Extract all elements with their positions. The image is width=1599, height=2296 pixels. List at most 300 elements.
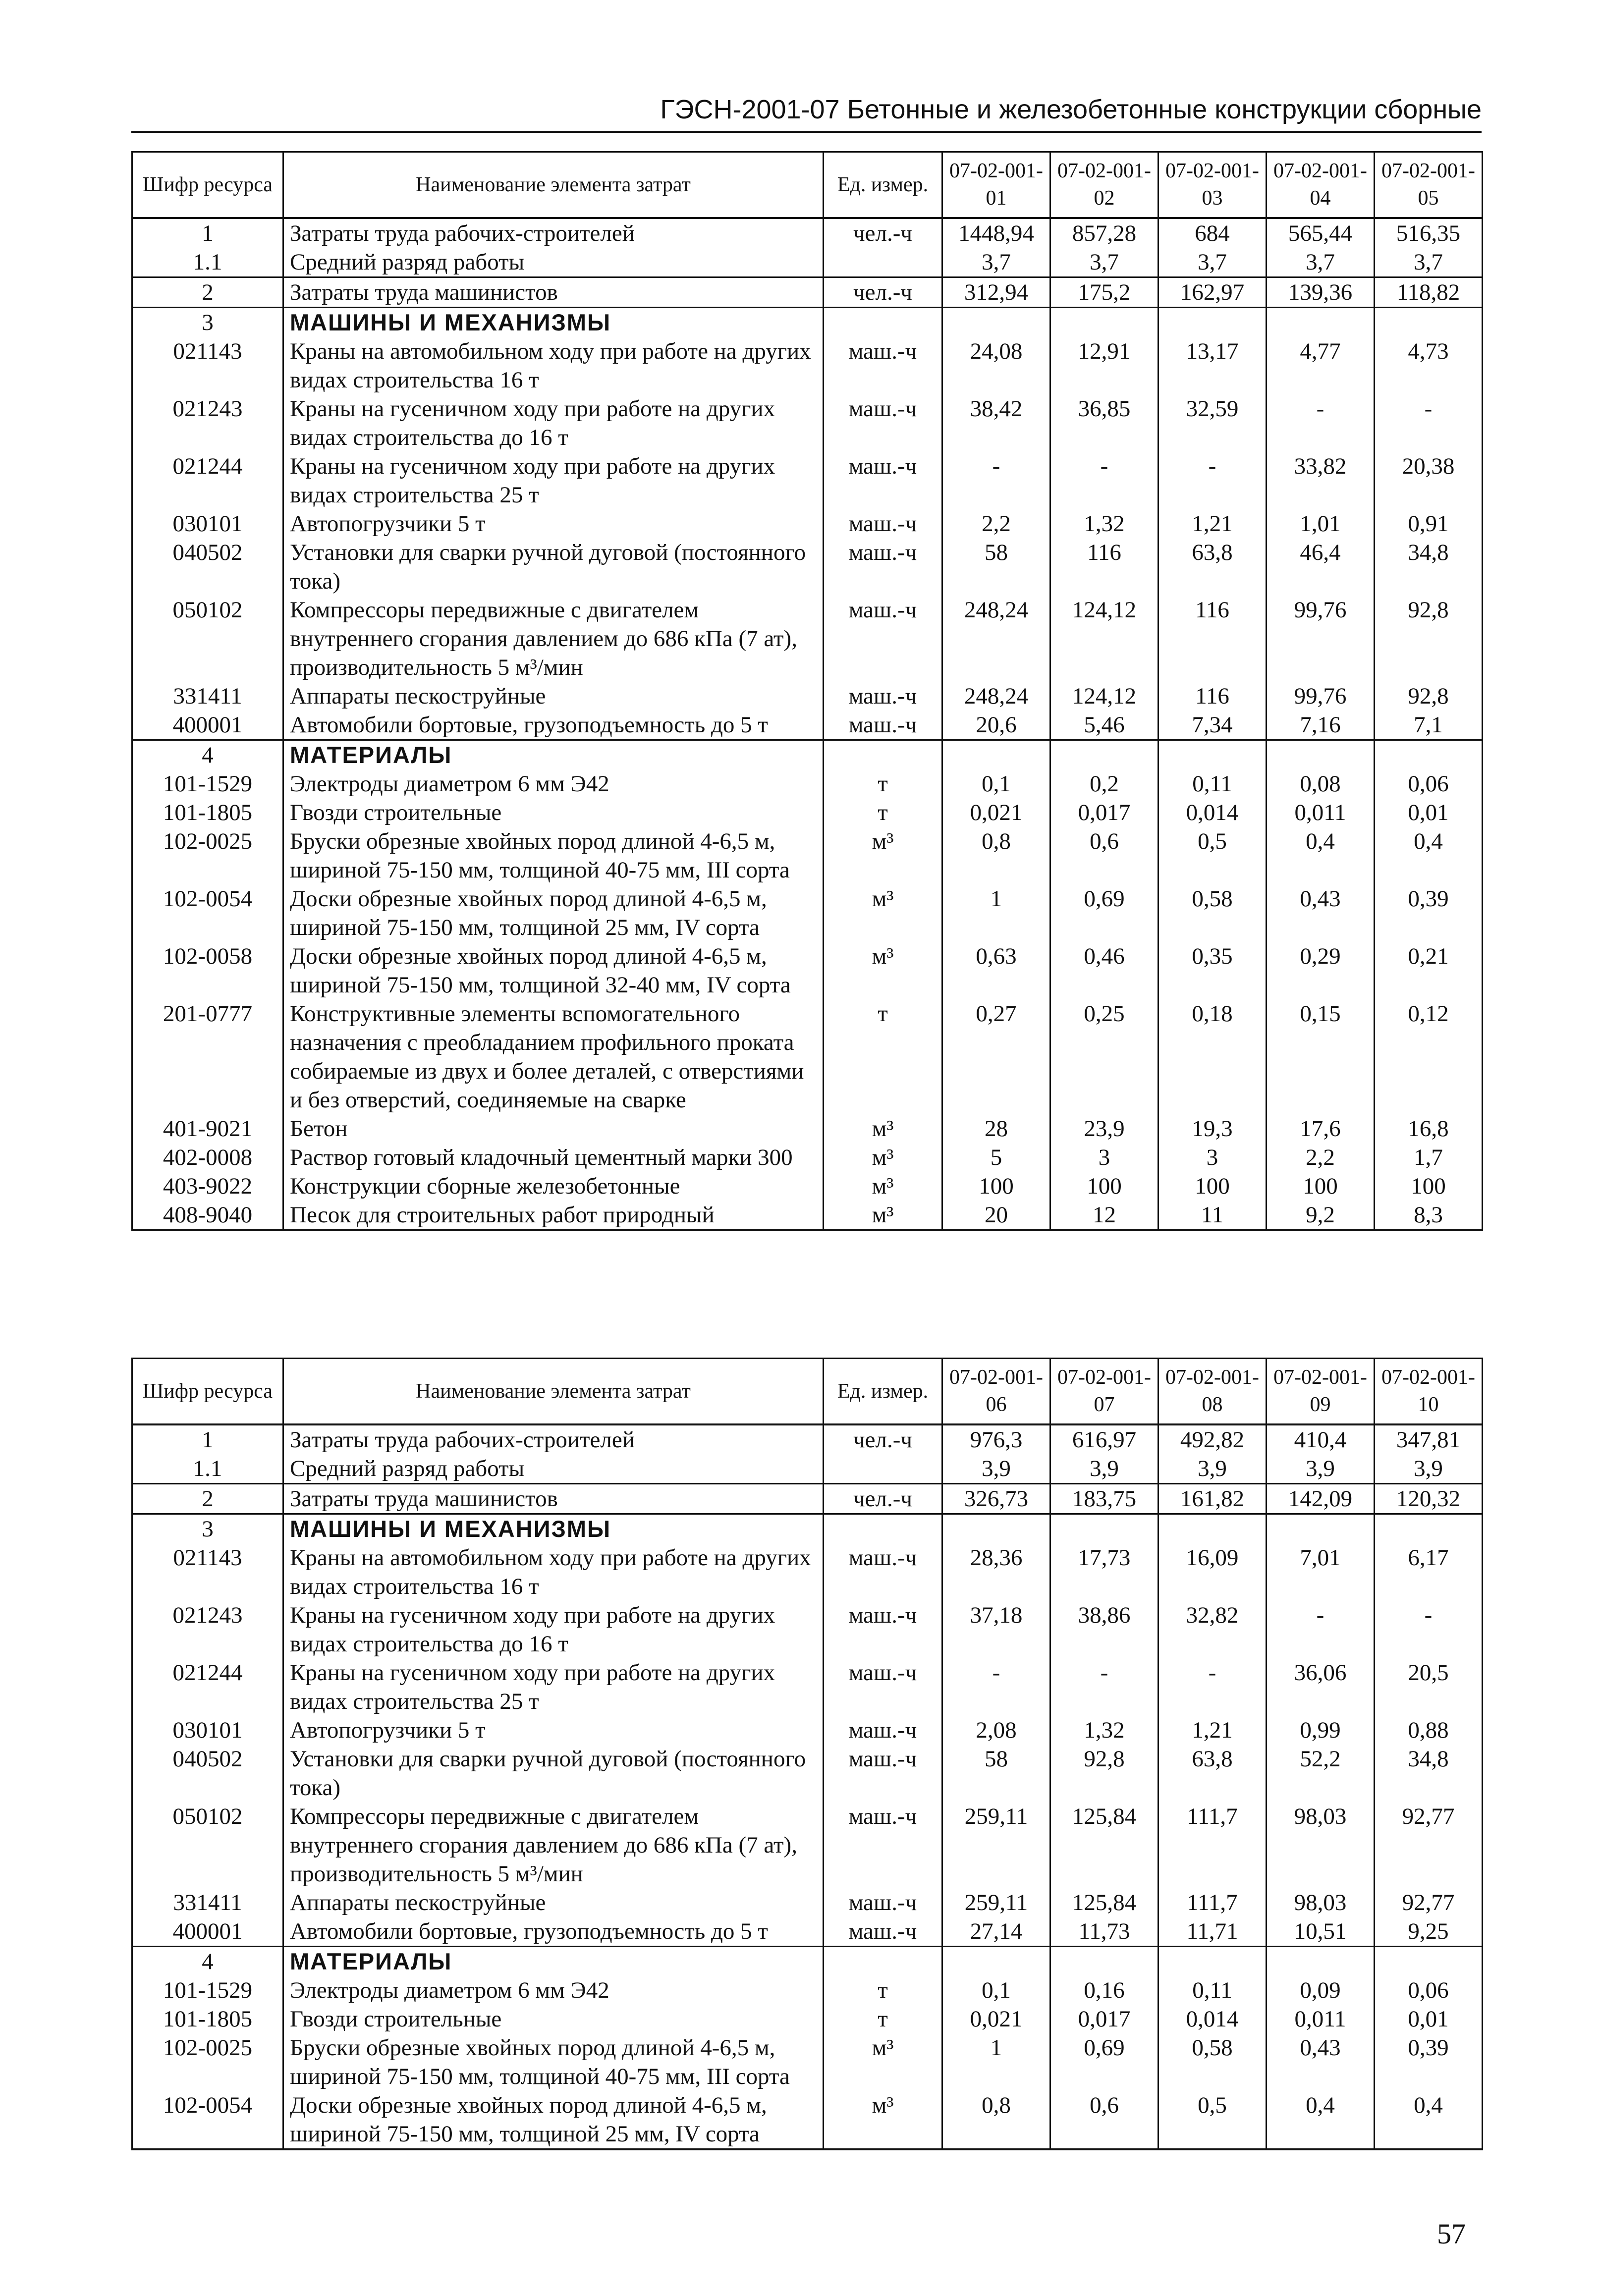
- resource-code-cell: 021243: [132, 394, 283, 452]
- table-row: [132, 1143, 1483, 1172]
- value-cell: 516,35: [1375, 218, 1483, 248]
- resource-name-cell: Краны на автомобильном ходу при работе на других видах строительства 16 т: [283, 1543, 824, 1601]
- value-cell: 0,4: [1375, 827, 1483, 884]
- resource-name-cell: Средний разряд работы: [283, 248, 824, 277]
- value-cell: 3,9: [1375, 1454, 1483, 1484]
- value-cell: 3,9: [1267, 1454, 1375, 1484]
- value-cell: 3,7: [1158, 248, 1267, 277]
- value-cell: 0,91: [1375, 509, 1483, 538]
- resource-name-cell: Доски обрезные хвойных пород длиной 4-6,5 м, шириной 75-150 мм, толщиной 25 мм, IV сорта: [283, 884, 824, 942]
- value-cell: 23,9: [1050, 1114, 1158, 1143]
- value-cell: 116: [1158, 596, 1267, 682]
- value-cell: 492,82: [1158, 1424, 1267, 1454]
- resource-name-cell: Автомобили бортовые, грузоподъемность до 5 т: [283, 711, 824, 740]
- value-cell: 3,9: [1158, 1454, 1267, 1484]
- value-cell: 58: [942, 538, 1050, 596]
- column-header-code: Шифр ресурса: [132, 152, 283, 219]
- value-cell: 7,16: [1267, 711, 1375, 740]
- value-cell: 36,85: [1050, 394, 1158, 452]
- value-cell: 5,46: [1050, 711, 1158, 740]
- value-cell: 92,77: [1375, 1888, 1483, 1917]
- value-cell: 52,2: [1267, 1745, 1375, 1802]
- table-row: [132, 1716, 1483, 1745]
- resource-table-1: [131, 151, 1483, 1231]
- value-cell: [1267, 1947, 1375, 1976]
- resource-name-cell: Конструкции сборные железобетонные: [283, 1172, 824, 1201]
- resource-code-cell: 102-0025: [132, 827, 283, 884]
- value-cell: -: [1050, 452, 1158, 509]
- value-cell: 0,01: [1375, 2005, 1483, 2033]
- resource-code-cell: 021243: [132, 1601, 283, 1658]
- value-cell: 3: [1050, 1143, 1158, 1172]
- value-cell: -: [942, 1658, 1050, 1716]
- value-cell: 183,75: [1050, 1484, 1158, 1514]
- value-cell: 139,36: [1267, 277, 1375, 308]
- unit-cell: маш.-ч: [824, 1745, 942, 1802]
- resource-code-cell: 101-1805: [132, 798, 283, 827]
- value-cell: 0,4: [1375, 2091, 1483, 2149]
- value-cell: 9,25: [1375, 1917, 1483, 1947]
- resource-code-cell: 021244: [132, 452, 283, 509]
- value-cell: [1375, 740, 1483, 770]
- value-cell: 0,18: [1158, 999, 1267, 1114]
- value-cell: [1050, 740, 1158, 770]
- value-cell: 347,81: [1375, 1424, 1483, 1454]
- value-cell: 0,11: [1158, 769, 1267, 798]
- table-row: [132, 509, 1483, 538]
- value-cell: 120,32: [1375, 1484, 1483, 1514]
- table-row: [132, 1201, 1483, 1230]
- value-cell: 38,42: [942, 394, 1050, 452]
- unit-cell: маш.-ч: [824, 1802, 942, 1888]
- value-cell: 98,03: [1267, 1888, 1375, 1917]
- value-cell: [1050, 1514, 1158, 1544]
- resource-name-cell: Установки для сварки ручной дуговой (постоянного тока): [283, 1745, 824, 1802]
- value-cell: 6,17: [1375, 1543, 1483, 1601]
- unit-cell: маш.-ч: [824, 394, 942, 452]
- unit-cell: чел.-ч: [824, 1424, 942, 1454]
- table-row: [132, 942, 1483, 999]
- resource-code-cell: 021244: [132, 1658, 283, 1716]
- value-cell: 0,16: [1050, 1976, 1158, 2005]
- resource-name-cell: Краны на гусеничном ходу при работе на других видах строительства 25 т: [283, 1658, 824, 1716]
- value-cell: 13,17: [1158, 337, 1267, 394]
- value-cell: 616,97: [1050, 1424, 1158, 1454]
- value-cell: 0,39: [1375, 2033, 1483, 2091]
- value-cell: -: [1267, 1601, 1375, 1658]
- unit-cell: маш.-ч: [824, 1888, 942, 1917]
- value-cell: 98,03: [1267, 1802, 1375, 1888]
- value-cell: 37,18: [942, 1601, 1050, 1658]
- value-cell: 32,59: [1158, 394, 1267, 452]
- value-cell: 0,69: [1050, 2033, 1158, 2091]
- value-cell: 312,94: [942, 277, 1050, 308]
- unit-cell: маш.-ч: [824, 1543, 942, 1601]
- table-body: [132, 1424, 1483, 2149]
- resource-name-cell: Компрессоры передвижные с двигателем внутреннего сгорания давлением до 686 кПа (7 ат), производительность 5 м³/мин: [283, 596, 824, 682]
- value-cell: 684: [1158, 218, 1267, 248]
- resource-name-cell: Средний разряд работы: [283, 1454, 824, 1484]
- value-cell: 175,2: [1050, 277, 1158, 308]
- value-cell: 248,24: [942, 682, 1050, 711]
- resource-code-cell: 408-9040: [132, 1201, 283, 1230]
- value-cell: [1267, 1514, 1375, 1544]
- unit-cell: м³: [824, 2091, 942, 2149]
- value-cell: 0,021: [942, 2005, 1050, 2033]
- value-cell: 19,3: [1158, 1114, 1267, 1143]
- value-cell: 116: [1158, 682, 1267, 711]
- value-cell: 3,9: [942, 1454, 1050, 1484]
- table-row: [132, 1802, 1483, 1888]
- table-header-row: [132, 152, 1483, 219]
- resource-code-cell: 040502: [132, 1745, 283, 1802]
- value-cell: 28,36: [942, 1543, 1050, 1601]
- table-row: [132, 248, 1483, 277]
- value-cell: 111,7: [1158, 1802, 1267, 1888]
- value-cell: 100: [1050, 1172, 1158, 1201]
- resource-code-cell: 040502: [132, 538, 283, 596]
- value-cell: 976,3: [942, 1424, 1050, 1454]
- value-cell: 11: [1158, 1201, 1267, 1230]
- section-heading-row: [132, 308, 1483, 337]
- value-cell: 99,76: [1267, 682, 1375, 711]
- value-cell: -: [1158, 452, 1267, 509]
- value-cell: 3,7: [1375, 248, 1483, 277]
- unit-cell: маш.-ч: [824, 1601, 942, 1658]
- resource-code-cell: 101-1805: [132, 2005, 283, 2033]
- value-cell: [1375, 308, 1483, 337]
- resource-name-cell: Краны на гусеничном ходу при работе на других видах строительства до 16 т: [283, 394, 824, 452]
- resource-name-cell: МАТЕРИАЛЫ: [283, 740, 824, 770]
- value-cell: 20,6: [942, 711, 1050, 740]
- unit-cell: маш.-ч: [824, 1716, 942, 1745]
- resource-name-cell: Краны на автомобильном ходу при работе на других видах строительства 16 т: [283, 337, 824, 394]
- unit-cell: маш.-ч: [824, 711, 942, 740]
- unit-cell: [824, 1947, 942, 1976]
- value-cell: [942, 308, 1050, 337]
- unit-cell: [824, 1454, 942, 1484]
- table-row: [132, 2091, 1483, 2149]
- value-cell: 0,46: [1050, 942, 1158, 999]
- value-cell: 0,021: [942, 798, 1050, 827]
- unit-cell: маш.-ч: [824, 538, 942, 596]
- value-cell: 0,01: [1375, 798, 1483, 827]
- value-cell: 326,73: [942, 1484, 1050, 1514]
- resource-code-cell: 050102: [132, 1802, 283, 1888]
- resource-name-cell: Электроды диаметром 6 мм Э42: [283, 769, 824, 798]
- table-row: [132, 827, 1483, 884]
- value-cell: 16,09: [1158, 1543, 1267, 1601]
- unit-cell: м³: [824, 1143, 942, 1172]
- table-row: [132, 1424, 1483, 1454]
- value-cell: 63,8: [1158, 538, 1267, 596]
- value-cell: 92,8: [1050, 1745, 1158, 1802]
- value-cell: 0,58: [1158, 2033, 1267, 2091]
- resource-name-cell: Конструктивные элементы вспомогательного назначения с преобладанием профильного проката собираемые из двух и более деталей, с отверстиями и без отверстий, соединяемые на сварке: [283, 999, 824, 1114]
- column-header-norm: 07-02-001-05: [1375, 152, 1483, 219]
- value-cell: 3,7: [1050, 248, 1158, 277]
- resource-code-cell: 021143: [132, 337, 283, 394]
- value-cell: 0,4: [1267, 827, 1375, 884]
- value-cell: 2,2: [942, 509, 1050, 538]
- resource-code-cell: 102-0054: [132, 884, 283, 942]
- resource-code-cell: 3: [132, 308, 283, 337]
- value-cell: 0,58: [1158, 884, 1267, 942]
- value-cell: 12,91: [1050, 337, 1158, 394]
- resource-code-cell: 402-0008: [132, 1143, 283, 1172]
- resource-name-cell: Затраты труда машинистов: [283, 1484, 824, 1514]
- value-cell: 0,12: [1375, 999, 1483, 1114]
- value-cell: 100: [1267, 1172, 1375, 1201]
- table-row: [132, 2005, 1483, 2033]
- value-cell: 162,97: [1158, 277, 1267, 308]
- resource-name-cell: Бруски обрезные хвойных пород длиной 4-6,5 м, шириной 75-150 мм, толщиной 40-75 мм, III сорта: [283, 2033, 824, 2091]
- table-row: [132, 337, 1483, 394]
- unit-cell: м³: [824, 827, 942, 884]
- value-cell: [1050, 1947, 1158, 1976]
- column-header-norm: 07-02-001-04: [1267, 152, 1375, 219]
- value-cell: 46,4: [1267, 538, 1375, 596]
- value-cell: 27,14: [942, 1917, 1050, 1947]
- value-cell: -: [1158, 1658, 1267, 1716]
- resource-code-cell: 1.1: [132, 248, 283, 277]
- table-row: [132, 1543, 1483, 1601]
- resource-name-cell: Затраты труда рабочих-строителей: [283, 1424, 824, 1454]
- value-cell: 0,1: [942, 769, 1050, 798]
- value-cell: 33,82: [1267, 452, 1375, 509]
- page-header: ГЭСН-2001-07 Бетонные и железобетонные конструкции сборные: [131, 94, 1482, 133]
- table-row: [132, 711, 1483, 740]
- resource-code-cell: 021143: [132, 1543, 283, 1601]
- resource-code-cell: 1: [132, 218, 283, 248]
- unit-cell: маш.-ч: [824, 452, 942, 509]
- table-row: [132, 394, 1483, 452]
- table-row: [132, 682, 1483, 711]
- table-row: [132, 769, 1483, 798]
- value-cell: 259,11: [942, 1888, 1050, 1917]
- resource-code-cell: 3: [132, 1514, 283, 1544]
- resource-name-cell: Гвозди строительные: [283, 2005, 824, 2033]
- value-cell: -: [1267, 394, 1375, 452]
- table-row: [132, 1172, 1483, 1201]
- value-cell: 124,12: [1050, 596, 1158, 682]
- resource-name-cell: Доски обрезные хвойных пород длиной 4-6,5 м, шириной 75-150 мм, толщиной 32-40 мм, IV сорта: [283, 942, 824, 999]
- value-cell: [942, 1514, 1050, 1544]
- value-cell: 142,09: [1267, 1484, 1375, 1514]
- resource-code-cell: 400001: [132, 711, 283, 740]
- resource-name-cell: Доски обрезные хвойных пород длиной 4-6,5 м, шириной 75-150 мм, толщиной 25 мм, IV сорта: [283, 2091, 824, 2149]
- resource-code-cell: 403-9022: [132, 1172, 283, 1201]
- value-cell: -: [1375, 394, 1483, 452]
- value-cell: 0,39: [1375, 884, 1483, 942]
- table-row: [132, 538, 1483, 596]
- column-header-unit: Ед. измер.: [824, 152, 942, 219]
- value-cell: 0,6: [1050, 2091, 1158, 2149]
- value-cell: 36,06: [1267, 1658, 1375, 1716]
- value-cell: 1448,94: [942, 218, 1050, 248]
- resource-name-cell: МАШИНЫ И МЕХАНИЗМЫ: [283, 1514, 824, 1544]
- table-row: [132, 884, 1483, 942]
- value-cell: 0,5: [1158, 2091, 1267, 2149]
- resource-code-cell: 400001: [132, 1917, 283, 1947]
- value-cell: 7,34: [1158, 711, 1267, 740]
- value-cell: 0,27: [942, 999, 1050, 1114]
- column-header-norm: 07-02-001-10: [1375, 1359, 1483, 1425]
- table-row: [132, 596, 1483, 682]
- value-cell: 92,8: [1375, 596, 1483, 682]
- value-cell: 0,15: [1267, 999, 1375, 1114]
- value-cell: 16,8: [1375, 1114, 1483, 1143]
- value-cell: 161,82: [1158, 1484, 1267, 1514]
- column-header-norm: 07-02-001-08: [1158, 1359, 1267, 1425]
- value-cell: 0,06: [1375, 769, 1483, 798]
- resource-code-cell: 4: [132, 1947, 283, 1976]
- value-cell: 0,014: [1158, 2005, 1267, 2033]
- value-cell: 0,29: [1267, 942, 1375, 999]
- column-header-name: Наименование элемента затрат: [283, 1359, 824, 1425]
- resource-name-cell: Установки для сварки ручной дуговой (постоянного тока): [283, 538, 824, 596]
- table-row: [132, 1658, 1483, 1716]
- resource-code-cell: 030101: [132, 509, 283, 538]
- value-cell: 20: [942, 1201, 1050, 1230]
- column-header-norm: 07-02-001-06: [942, 1359, 1050, 1425]
- value-cell: 0,017: [1050, 2005, 1158, 2033]
- column-header-code: Шифр ресурса: [132, 1359, 283, 1425]
- resource-code-cell: 101-1529: [132, 769, 283, 798]
- column-header-norm: 07-02-001-01: [942, 152, 1050, 219]
- unit-cell: м³: [824, 1114, 942, 1143]
- column-header-norm: 07-02-001-07: [1050, 1359, 1158, 1425]
- resource-name-cell: МАТЕРИАЛЫ: [283, 1947, 824, 1976]
- value-cell: 0,21: [1375, 942, 1483, 999]
- unit-cell: м³: [824, 2033, 942, 2091]
- value-cell: 0,11: [1158, 1976, 1267, 2005]
- resource-name-cell: Песок для строительных работ природный: [283, 1201, 824, 1230]
- table-header-row: [132, 1359, 1483, 1425]
- value-cell: 0,88: [1375, 1716, 1483, 1745]
- value-cell: [1158, 1514, 1267, 1544]
- value-cell: 0,69: [1050, 884, 1158, 942]
- value-cell: 0,5: [1158, 827, 1267, 884]
- value-cell: 24,08: [942, 337, 1050, 394]
- value-cell: [1050, 308, 1158, 337]
- value-cell: 1,32: [1050, 509, 1158, 538]
- value-cell: 125,84: [1050, 1802, 1158, 1888]
- resource-name-cell: Затраты труда машинистов: [283, 277, 824, 308]
- resource-name-cell: Компрессоры передвижные с двигателем внутреннего сгорания давлением до 686 кПа (7 ат), производительность 5 м³/мин: [283, 1802, 824, 1888]
- value-cell: 3: [1158, 1143, 1267, 1172]
- value-cell: 1: [942, 884, 1050, 942]
- value-cell: 28: [942, 1114, 1050, 1143]
- section-heading-row: [132, 1947, 1483, 1976]
- value-cell: 118,82: [1375, 277, 1483, 308]
- value-cell: 0,6: [1050, 827, 1158, 884]
- value-cell: [1267, 740, 1375, 770]
- table-row: [132, 1601, 1483, 1658]
- unit-cell: м³: [824, 884, 942, 942]
- resource-name-cell: Краны на гусеничном ходу при работе на других видах строительства 25 т: [283, 452, 824, 509]
- value-cell: 20,38: [1375, 452, 1483, 509]
- unit-cell: м³: [824, 942, 942, 999]
- column-header-name: Наименование элемента затрат: [283, 152, 824, 219]
- table-row: [132, 1976, 1483, 2005]
- column-header-norm: 07-02-001-03: [1158, 152, 1267, 219]
- unit-cell: чел.-ч: [824, 218, 942, 248]
- value-cell: 2,2: [1267, 1143, 1375, 1172]
- unit-cell: [824, 308, 942, 337]
- column-header-norm: 07-02-001-09: [1267, 1359, 1375, 1425]
- value-cell: [942, 1947, 1050, 1976]
- resource-code-cell: 102-0054: [132, 2091, 283, 2149]
- resource-name-cell: Автопогрузчики 5 т: [283, 1716, 824, 1745]
- value-cell: 10,51: [1267, 1917, 1375, 1947]
- value-cell: [1375, 1947, 1483, 1976]
- value-cell: 34,8: [1375, 1745, 1483, 1802]
- section-heading-row: [132, 740, 1483, 770]
- table-row: [132, 1745, 1483, 1802]
- value-cell: 99,76: [1267, 596, 1375, 682]
- value-cell: 565,44: [1267, 218, 1375, 248]
- value-cell: -: [1375, 1601, 1483, 1658]
- section-heading-row: [132, 1514, 1483, 1544]
- value-cell: 0,63: [942, 942, 1050, 999]
- value-cell: 4,77: [1267, 337, 1375, 394]
- resource-name-cell: Аппараты пескоструйные: [283, 1888, 824, 1917]
- resource-code-cell: 030101: [132, 1716, 283, 1745]
- resource-code-cell: 331411: [132, 1888, 283, 1917]
- value-cell: 34,8: [1375, 538, 1483, 596]
- value-cell: 0,43: [1267, 2033, 1375, 2091]
- resource-name-cell: Автомобили бортовые, грузоподъемность до 5 т: [283, 1917, 824, 1947]
- value-cell: 116: [1050, 538, 1158, 596]
- unit-cell: [824, 248, 942, 277]
- resource-code-cell: 1.1: [132, 1454, 283, 1484]
- value-cell: 100: [1158, 1172, 1267, 1201]
- value-cell: 0,2: [1050, 769, 1158, 798]
- value-cell: 1,32: [1050, 1716, 1158, 1745]
- unit-cell: маш.-ч: [824, 682, 942, 711]
- value-cell: 1,21: [1158, 1716, 1267, 1745]
- value-cell: 17,73: [1050, 1543, 1158, 1601]
- resource-name-cell: Краны на гусеничном ходу при работе на других видах строительства до 16 т: [283, 1601, 824, 1658]
- value-cell: 1,01: [1267, 509, 1375, 538]
- resource-name-cell: Бруски обрезные хвойных пород длиной 4-6,5 м, шириной 75-150 мм, толщиной 40-75 мм, III сорта: [283, 827, 824, 884]
- value-cell: 20,5: [1375, 1658, 1483, 1716]
- value-cell: -: [942, 452, 1050, 509]
- table-row: [132, 1917, 1483, 1947]
- value-cell: 0,8: [942, 827, 1050, 884]
- table-row: [132, 999, 1483, 1114]
- value-cell: [1267, 308, 1375, 337]
- value-cell: 11,71: [1158, 1917, 1267, 1947]
- resource-name-cell: Раствор готовый кладочный цементный марки 300: [283, 1143, 824, 1172]
- value-cell: 100: [942, 1172, 1050, 1201]
- unit-cell: маш.-ч: [824, 1917, 942, 1947]
- value-cell: 0,4: [1267, 2091, 1375, 2149]
- value-cell: 0,08: [1267, 769, 1375, 798]
- value-cell: 3,7: [942, 248, 1050, 277]
- unit-cell: т: [824, 2005, 942, 2033]
- value-cell: [1158, 1947, 1267, 1976]
- resource-name-cell: Затраты труда рабочих-строителей: [283, 218, 824, 248]
- value-cell: 0,43: [1267, 884, 1375, 942]
- value-cell: 0,35: [1158, 942, 1267, 999]
- table-row: [132, 1888, 1483, 1917]
- value-cell: 12: [1050, 1201, 1158, 1230]
- value-cell: 7,1: [1375, 711, 1483, 740]
- unit-cell: т: [824, 769, 942, 798]
- value-cell: 92,8: [1375, 682, 1483, 711]
